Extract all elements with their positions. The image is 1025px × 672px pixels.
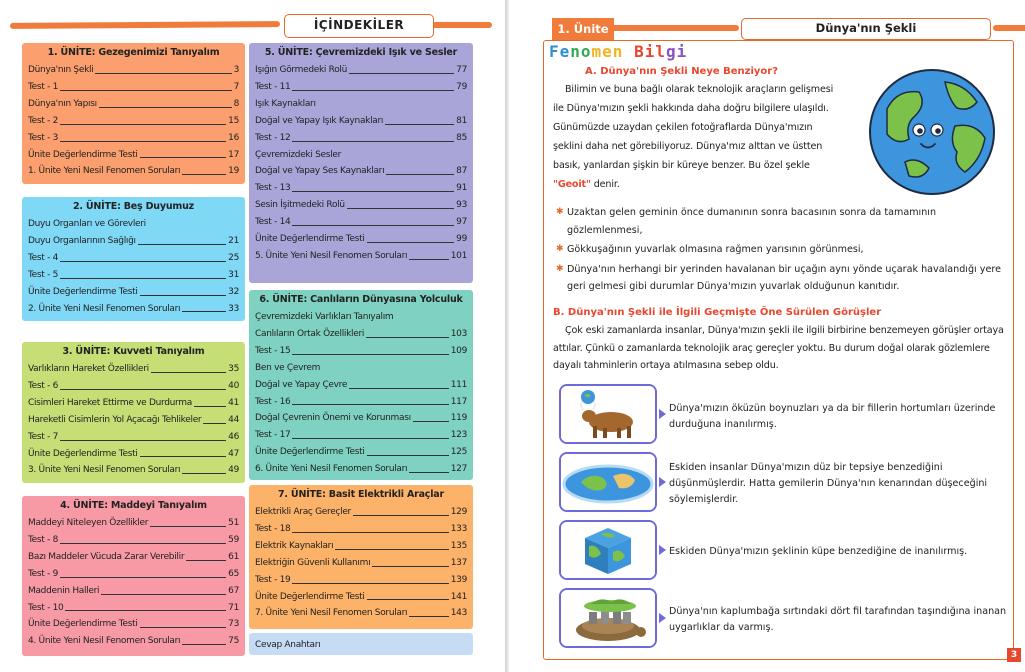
toc-entry-title: Canlıların Ortak Özellikleri: [255, 328, 365, 339]
toc-leader-line: [292, 191, 454, 192]
toc-entry-page: 71: [228, 602, 239, 613]
toc-entry-page: 67: [228, 585, 239, 596]
toc-entry-title: 3. Ünite Yeni Nesil Fenomen Soruları: [28, 465, 181, 476]
toc-entry-title: Hareketli Cisimlerin Yol Açacağı Tehlikeler: [28, 414, 202, 425]
toc-entry[interactable]: [28, 600, 239, 617]
toc-entry-title: Elektrik Kaynakları: [255, 540, 334, 551]
toc-entry[interactable]: [28, 412, 239, 429]
toc-entry[interactable]: [255, 231, 467, 248]
toc-entry-page: 33: [228, 303, 239, 314]
toc-leader-line: [186, 560, 226, 561]
toc-entry-page: 117: [450, 396, 467, 407]
toc-unit-2: [22, 197, 245, 321]
toc-entry-title: Sesin İşitmedeki Rolü: [255, 200, 345, 211]
toc-leader-line: [65, 610, 226, 611]
toc-entry[interactable]: [28, 284, 239, 301]
toc-entry[interactable]: [28, 378, 239, 395]
belief-text-3: Eskiden Dünya'mızın şeklinin küpe benzediğine de inanılırmış.: [669, 546, 968, 557]
toc-leader-line: [60, 141, 226, 142]
toc-entry-title: Test - 12: [255, 132, 291, 143]
toc-leader-line: [60, 543, 226, 544]
toc-entry[interactable]: [28, 62, 239, 79]
toc-entry-page: 119: [450, 413, 467, 424]
toc-entry-title: Işık Kaynakları: [255, 98, 316, 109]
section-b-paragraph: Çok eski zamanlarda insanlar, Dünya'mızın şekli ile ilgili birbirine benzemeyen görüşler ortaya attılar. Çünkü o zamanlarda teknolojik araç gereçler yoktu. Bu durum doğal olarak gözlemlere dayalı tahminlerin ortaya atılmasına sebep oldu.: [553, 325, 1004, 371]
toc-leader-line: [292, 141, 454, 142]
toc-entry[interactable]: [28, 549, 239, 566]
toc-entry-page: 87: [456, 166, 467, 177]
toc-leader-line: [60, 577, 226, 578]
toc-entry-title: Test - 9: [28, 568, 59, 579]
flat-earth-icon: [559, 452, 657, 512]
toc-entry-page: 41: [228, 397, 239, 408]
toc-leader-line: [409, 259, 448, 260]
toc-entry[interactable]: [28, 79, 239, 96]
page-number: 3: [1007, 648, 1021, 662]
toc-entry[interactable]: [255, 360, 467, 377]
unit-heading: 7. ÜNİTE: Basit Elektrikli Araçlar: [278, 489, 444, 500]
toc-leader-line: [99, 107, 232, 108]
toc-entry-title: 4. Ünite Yeni Nesil Fenomen Soruları: [28, 636, 181, 647]
section-a-title: A. Dünya'nın Şekli Neye Benziyor?: [585, 66, 779, 77]
toc-entry-title: Ünite Değerlendirme Testi: [28, 619, 138, 630]
toc-leader-line: [385, 124, 454, 125]
toc-entry[interactable]: [28, 113, 239, 130]
toc-entry-page: 91: [456, 183, 467, 194]
toc-entry-page: 15: [228, 115, 239, 126]
toc-entry-title: Test - 17: [255, 430, 291, 441]
toc-entry-title: Ünite Değerlendirme Testi: [255, 447, 365, 458]
toc-entry[interactable]: [255, 130, 467, 147]
toc-entry-title: Doğal ve Yapay Işık Kaynakları: [255, 115, 384, 126]
toc-entry[interactable]: [28, 515, 239, 532]
toc-entry-title: Test - 16: [255, 396, 291, 407]
toc-leader-line: [194, 406, 226, 407]
toc-entry[interactable]: [28, 163, 239, 180]
earth-globe-icon: [857, 64, 1007, 199]
toc-entry[interactable]: [255, 214, 467, 231]
toc-entry-page: 47: [228, 448, 239, 459]
toc-entry-title: Test - 13: [255, 183, 291, 194]
toc-entry[interactable]: [28, 147, 239, 164]
toc-entry-title: 6. Ünite Yeni Nesil Fenomen Soruları: [255, 464, 408, 475]
toc-leader-line: [409, 472, 448, 473]
decor-brush: [609, 25, 739, 31]
toc-entry-page: 135: [450, 540, 467, 551]
toc-leader-line: [366, 337, 449, 338]
toc-leader-line: [150, 526, 226, 527]
toc-entry-page: 139: [450, 574, 467, 585]
toc-leader-line: [292, 225, 454, 226]
toc-leader-line: [292, 90, 454, 91]
toc-entry-title: Test - 5: [28, 269, 59, 280]
decor-brush: [993, 25, 1025, 31]
toc-entry-title: Doğal ve Yapay Ses Kaynakları: [255, 166, 385, 177]
toc-entry-title: Test - 18: [255, 523, 291, 534]
toc-answer-key[interactable]: [249, 633, 473, 655]
list-item: ✱ Uzaktan gelen geminin önce dumanının sonra bacasının sonra da tamamının gözlemlenmesi,: [553, 204, 1009, 239]
toc-entry-page: 7: [233, 81, 239, 92]
toc-unit-4: [22, 496, 245, 656]
toc-entry[interactable]: [28, 233, 239, 250]
toc-entry-title: Işığın Görmedeki Rolü: [255, 65, 348, 75]
toc-leader-line: [60, 389, 226, 390]
toc-entry[interactable]: [255, 343, 467, 360]
toc-leader-line: [95, 73, 231, 74]
toc-entry-title: Test - 6: [28, 380, 59, 391]
toc-leader-line: [151, 372, 226, 373]
toc-entry[interactable]: [255, 113, 467, 130]
toc-entry-page: 129: [450, 507, 467, 517]
star-icon: ✱: [556, 207, 564, 217]
toc-leader-line: [335, 549, 448, 550]
toc-page: [0, 0, 505, 672]
toc-entry[interactable]: [255, 555, 467, 572]
toc-entry-title: Test - 1: [28, 81, 59, 92]
toc-entry-title: Ünite Değerlendirme Testi: [28, 149, 138, 160]
toc-entry-page: 99: [456, 234, 467, 245]
toc-entry[interactable]: [255, 163, 467, 180]
toc-entry-title: 7. Ünite Yeni Nesil Fenomen Soruları: [255, 608, 408, 619]
toc-entry-title: Test - 11: [255, 81, 291, 92]
toc-entry-page: 143: [450, 608, 467, 619]
toc-entry[interactable]: [28, 633, 239, 650]
toc-entry-page: 59: [228, 534, 239, 545]
toc-entry-page: 65: [228, 568, 239, 579]
toc-entry-title: Ünite Değerlendirme Testi: [28, 448, 138, 459]
toc-entry-title: Dünya'nın Şekli: [28, 65, 94, 75]
toc-leader-line: [347, 208, 454, 209]
toc-unit-1: [22, 43, 245, 184]
toc-leader-line: [372, 566, 448, 567]
toc-entry[interactable]: [255, 444, 467, 461]
toc-leader-line: [386, 174, 454, 175]
toc-leader-line: [60, 90, 232, 91]
toc-entry[interactable]: [255, 605, 467, 622]
toc-entry-page: 93: [456, 200, 467, 211]
toc-entry-title: Duyu Organları ve Görevleri: [28, 219, 146, 229]
toc-entry[interactable]: [255, 410, 467, 427]
toc-entry-page: 79: [456, 81, 467, 92]
star-icon: ✱: [556, 263, 564, 274]
unit-heading: 1. ÜNİTE: Gezegenimizi Tanıyalım: [47, 47, 220, 58]
toc-entry[interactable]: [255, 147, 467, 164]
belief-text-1: Dünya'mızın öküzün boynuzları ya da bir fillerin hortumları üzerinde durduğuna inanılırmış.: [669, 403, 996, 430]
unit-heading: 2. ÜNİTE: Beş Duyumuz: [72, 201, 195, 212]
toc-entry-title: Ünite Değerlendirme Testi: [255, 234, 365, 245]
cube-earth-icon: [559, 520, 657, 580]
toc-entry[interactable]: [255, 79, 467, 96]
toc-leader-line: [101, 594, 226, 595]
toc-entry-page: 137: [450, 557, 467, 568]
toc-entry[interactable]: [255, 394, 467, 411]
toc-leader-line: [140, 295, 227, 296]
toc-entry-title: Test - 14: [255, 217, 291, 228]
toc-entry-page: 125: [450, 447, 467, 458]
toc-leader-line: [60, 278, 226, 279]
toc-entry[interactable]: [255, 572, 467, 589]
toc-entry[interactable]: [28, 616, 239, 633]
toc-entry[interactable]: [28, 446, 239, 463]
toc-entry-page: 109: [450, 345, 467, 356]
toc-entry-page: 51: [228, 518, 239, 528]
belief-text-4: Dünya'nın kaplumbağa sırtındaki dört fil tarafından taşındığına inanan uygarlıklar da varmış.: [669, 606, 1007, 633]
toc-entry[interactable]: [28, 130, 239, 147]
toc-leader-line: [413, 421, 449, 422]
toc-leader-line: [138, 244, 226, 245]
toc-entry[interactable]: [28, 429, 239, 446]
belief-text-2: Eskiden insanlar Dünya'mızın düz bir tepsiye benzediğini düşünmüşlerdir. Hatta gemilerin Dünya'nın kenarından düşeceğini söylemişlerdir.: [669, 462, 988, 505]
toc-entry[interactable]: [255, 180, 467, 197]
toc-entry-page: 31: [228, 269, 239, 280]
toc-entry-page: 81: [456, 115, 467, 126]
toc-leader-line: [60, 124, 226, 125]
toc-entry[interactable]: [255, 461, 467, 478]
toc-title: İÇİNDEKİLER: [284, 14, 434, 38]
toc-entry-title: Test - 2: [28, 115, 59, 126]
toc-entry-title: Doğal Çevrenin Önemi ve Korunması: [255, 413, 411, 424]
toc-leader-line: [349, 73, 454, 74]
toc-unit-7: [249, 485, 473, 629]
toc-leader-line: [367, 455, 449, 456]
toc-entry[interactable]: [28, 216, 239, 233]
toc-entry[interactable]: [28, 583, 239, 600]
toc-leader-line: [140, 456, 227, 457]
toc-leader-line: [367, 599, 449, 600]
toc-entry-page: 25: [228, 252, 239, 263]
toc-entry-title: Ünite Değerlendirme Testi: [28, 286, 138, 297]
toc-leader-line: [353, 515, 449, 516]
toc-leader-line: [182, 644, 226, 645]
toc-leader-line: [182, 174, 226, 175]
toc-entry-page: 16: [228, 132, 239, 143]
toc-entry-title: Test - 7: [28, 431, 59, 442]
toc-leader-line: [140, 157, 227, 158]
unit-heading: 5. ÜNİTE: Çevremizdeki Işık ve Sesler: [264, 47, 458, 58]
toc-leader-line: [60, 261, 226, 262]
arrow-icon: [659, 409, 666, 419]
toc-entry[interactable]: [255, 589, 467, 606]
toc-entry-page: 133: [450, 523, 467, 534]
toc-leader-line: [60, 440, 226, 441]
toc-entry[interactable]: [255, 96, 467, 113]
toc-entry[interactable]: [28, 250, 239, 267]
toc-entry-page: 77: [456, 65, 467, 75]
toc-entry-page: 141: [450, 591, 467, 602]
toc-entry-title: Doğal ve Yapay Çevre: [255, 379, 348, 390]
toc-entry-page: 111: [450, 379, 467, 390]
toc-entry-page: 46: [228, 431, 239, 442]
toc-entry-title: Test - 19: [255, 574, 291, 585]
toc-entry-title: Duyu Organlarının Sağlığı: [28, 235, 136, 246]
toc-entry-page: 127: [450, 464, 467, 475]
decor-brush: [10, 21, 280, 29]
toc-entry[interactable]: [28, 267, 239, 284]
toc-entry[interactable]: [255, 377, 467, 394]
toc-entry-page: 17: [228, 149, 239, 160]
toc-leader-line: [292, 583, 448, 584]
toc-entry[interactable]: [28, 462, 239, 479]
toc-leader-line: [203, 423, 226, 424]
toc-entry-title: Maddeyi Niteleyen Özellikler: [28, 518, 149, 528]
toc-entry[interactable]: [28, 532, 239, 549]
toc-entry-title: Maddenin Halleri: [28, 585, 100, 596]
toc-entry-page: 85: [456, 132, 467, 143]
arrow-icon: [659, 545, 666, 555]
toc-entry-page: 73: [228, 619, 239, 630]
toc-entry[interactable]: [28, 301, 239, 318]
toc-entry-page: 32: [228, 286, 239, 297]
unit-heading: 4. ÜNİTE: Maddeyi Tanıyalım: [60, 500, 207, 511]
toc-entry-page: 123: [450, 430, 467, 441]
list-item: ✱ Gökkuşağının yuvarlak olmasına rağmen yarısının görünmesi,: [553, 241, 1009, 259]
star-icon: ✱: [556, 244, 564, 254]
toc-entry-title: Varlıkların Hareket Özellikleri: [28, 364, 149, 374]
toc-entry-page: 49: [228, 465, 239, 476]
toc-entry-title: Ünite Değerlendirme Testi: [255, 591, 365, 602]
toc-leader-line: [292, 354, 448, 355]
toc-entry-page: 103: [450, 328, 467, 339]
arrow-icon: [659, 613, 666, 623]
toc-entry-title: Test - 3: [28, 132, 59, 143]
toc-entry-page: 8: [233, 98, 239, 109]
toc-entry[interactable]: [28, 361, 239, 378]
toc-unit-5: [249, 43, 473, 283]
toc-entry-title: Elektriğin Güvenli Kullanımı: [255, 557, 371, 568]
toc-entry-title: Test - 10: [28, 602, 64, 613]
toc-entry-title: 2. Ünite Yeni Nesil Fenomen Soruları: [28, 303, 181, 314]
toc-entry[interactable]: [255, 427, 467, 444]
unit-heading: 3. ÜNİTE: Kuvveti Tanıyalım: [62, 346, 205, 357]
toc-leader-line: [409, 616, 448, 617]
geoid-term: "Geoit": [553, 179, 591, 190]
toc-entry-title: Çevremizdeki Sesler: [255, 149, 341, 160]
toc-entry[interactable]: [28, 96, 239, 113]
toc-entry-page: 75: [228, 636, 239, 647]
toc-leader-line: [140, 627, 227, 628]
toc-entry[interactable]: [28, 395, 239, 412]
toc-entry[interactable]: [28, 566, 239, 583]
toc-leader-line: [182, 473, 226, 474]
toc-entry[interactable]: [255, 62, 467, 79]
toc-entry-title: 1. Ünite Yeni Nesil Fenomen Soruları: [28, 166, 181, 177]
toc-entry-page: 97: [456, 217, 467, 228]
toc-entry[interactable]: [255, 326, 467, 343]
toc-entry-page: 35: [228, 364, 239, 374]
toc-leader-line: [367, 242, 455, 243]
toc-entry-title: Test - 8: [28, 534, 59, 545]
toc-entry[interactable]: [255, 521, 467, 538]
section-a-paragraph: Bilimin ve buna bağlı olarak teknolojik araçların gelişmesi ile Dünya'mızın şekli hakkında daha doğru bilgilere ulaşıldı. Günümüzde uzaydan çekilen fotoğraflarda Dünya'mızın şeklini daha net görebiliyoruz. Dünya'mız alttan ve üstten basık, yanlardan şişkin bir küreye benzer. Bu özel şekle "Geoit" denir.: [553, 84, 834, 190]
toc-leader-line: [292, 438, 448, 439]
toc-entry-page: 19: [228, 166, 239, 177]
toc-entry[interactable]: [255, 248, 467, 265]
toc-entry-title: Dünya'nın Yapısı: [28, 98, 97, 109]
toc-unit-3: [22, 342, 245, 483]
toc-entry-page: 101: [450, 250, 467, 261]
toc-entry-title: Bazı Maddeler Vücuda Zarar Verebilir: [28, 551, 185, 562]
answer-key-label: Cevap Anahtarı: [255, 640, 321, 650]
evidence-list: [553, 204, 1009, 298]
brand-logo: Fenomen Bilgi: [549, 42, 688, 61]
toc-entry[interactable]: [255, 504, 467, 521]
toc-entry-page: 61: [228, 551, 239, 562]
toc-leader-line: [292, 404, 448, 405]
toc-leader-line: [349, 388, 449, 389]
toc-entry-page: 3: [233, 65, 239, 75]
toc-entry[interactable]: [255, 197, 467, 214]
list-item: ✱ Dünya'nın herhangi bir yerinden havalanan bir uçağın aynı yönde uçarak havalandığı yere geri gelmesi gibi durumlar Dünya'mızın yuvarlak olduğunun kanıtıdır.: [553, 261, 1009, 296]
unit-tab: 1. Ünite: [552, 18, 614, 40]
toc-entry-title: Ben ve Çevrem: [255, 362, 321, 373]
section-b-title: B. Dünya'nın Şekli ile İlgili Geçmişte Öne Sürülen Görüşler: [553, 307, 882, 318]
toc-entry-page: 44: [228, 414, 239, 425]
toc-entry-page: 21: [228, 235, 239, 246]
toc-entry-title: Test - 15: [255, 345, 291, 356]
toc-entry[interactable]: [255, 538, 467, 555]
unit-heading: 6. ÜNİTE: Canlıların Dünyasına Yolculuk: [259, 294, 463, 305]
toc-entry-title: Elektrikli Araç Gereçler: [255, 507, 351, 517]
toc-leader-line: [292, 532, 448, 533]
toc-entry-title: Çevremizdeki Varlıkları Tanıyalım: [255, 312, 394, 322]
toc-unit-6: [249, 290, 473, 480]
ox-globe-icon: [559, 384, 657, 444]
toc-entry-title: Cisimleri Hareket Ettirme ve Durdurma: [28, 397, 192, 408]
arrow-icon: [659, 477, 666, 487]
toc-entry[interactable]: [255, 309, 467, 326]
toc-entry-title: Test - 4: [28, 252, 59, 263]
toc-leader-line: [182, 311, 226, 312]
content-page: [509, 0, 1025, 672]
turtle-elephants-icon: [559, 588, 657, 648]
topic-title: Dünya'nın Şekli: [741, 18, 991, 40]
toc-entry-title: 5. Ünite Yeni Nesil Fenomen Soruları: [255, 250, 408, 261]
toc-entry-page: 40: [228, 380, 239, 391]
decor-brush: [432, 22, 492, 28]
